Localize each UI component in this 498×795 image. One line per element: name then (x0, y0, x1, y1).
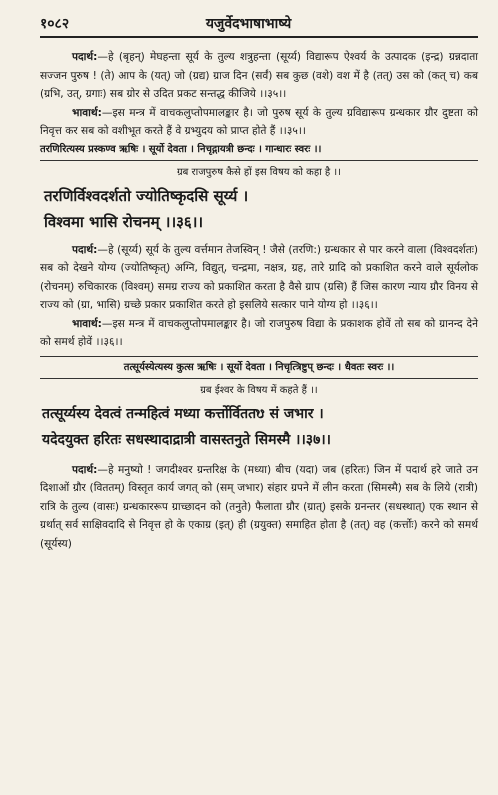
bhavartha-label: भावार्थ: (72, 317, 102, 330)
bhavartha-36 (40, 315, 478, 352)
padartha-text: —हे मनुष्यो ! जगदीश्वर ग्रन्तरिक्ष के (मध्या) बीच (यदा) जब (हरितः) जिन में पदार्थ हरे जाते उन दिशाओं ग्रौर (विततम्) विस्तृत कार्य जगत् को (सम् जभार) संहार ग्रपने में लीन करता (सिमस्मै) सब के लिये (रात्री) रात्रि के तुल्य (वासः) ग्रन्धकाररूप ग्राच्छादन को (तनुते) फैलाता ग्रौर (ग्रात्) इसके ग्रनन्तर (सधस्थात्) एक स्थान से ग्रर्थात् सर्व साक्षिवदादि से निवृत्त हो के एकाग्र (इत्) ही (ग्रयुक्त) समाहित होता है (तत्) वह (कर्त्तोः) करने को समर्थ (सूर्यस्य) (40, 463, 478, 550)
bhavartha-label: भावार्थ: (72, 106, 102, 119)
mantra-36-line-2: विश्वमा भासि रोचनम् ।।३६।। (44, 212, 204, 231)
padartha-35 (40, 48, 478, 104)
topic-caption-36: ग्रब राजपुरुष कैसे हों इस विषय को कहा है ।। (177, 166, 341, 178)
mantra-37-line-2: यदेदयुक्त हरितः सधस्थादाद्रात्री वासस्तनुते सिमस्मै ।।३७।। (42, 431, 331, 448)
mantra-37-line-1: तत्सूर्य्यस्य देवत्वं तन्महित्वं मध्या कर्त्तोर्विततᳪ सं जभार । (42, 405, 324, 422)
rishi-line-37: तत्सूर्यस्येत्यस्य कुत्स ऋषिः । सूर्यो देवता । निचृत्त्रिष्टुप् छन्दः । धैवतः स्वरः ।। (123, 361, 395, 373)
padartha-37 (40, 461, 478, 554)
bhavartha-text: —इस मन्त्र में वाचकलुप्तोपमालङ्कार है। जो पुरुष सूर्य के तुल्य ग्रविद्यारूप ग्रन्धकार ग्रौर दुष्टता को निवृत्त कर सब को वशीभूत करते हैं वे ग्रभ्युदय को प्राप्त होते हैं ।।३५।। (40, 106, 478, 137)
mantra-36-line-1: तरणिर्विश्वदर्शतो ज्योतिष्कृदसि सूर्य्य । (44, 186, 249, 205)
rishi-line-36: तरणिरित्यस्य प्रस्कण्व ऋषिः । सूर्यो देवता । निचृद्गायत्री छन्दः । गान्धारः स्वरः ।। (40, 143, 322, 155)
page-number: १०८२ (40, 16, 70, 32)
padartha-text: —हे (बृहन्) मेघहन्ता सूर्य के तुल्य शत्रुहन्ता (सूर्य्य) विद्यारूप ऐश्वर्य के उत्पादक (इन्द्र) ग्रन्नदाता सज्जन पुरुष ! (ते) आप के (यत्) जो (ग्रद्य) ग्राज दिन (सर्वं) सब कुछ (वशे) वश में है (तत्) उस को (कत् च) कब (ग्रभि, उत्, ग्रगाः) सब ग्रोर से उदित प्रकट सन्तद्ध कीजिये ।।३५।। (40, 51, 478, 100)
bhavartha-35 (40, 104, 478, 141)
divider (40, 378, 478, 379)
padartha-label: पदार्थ: (72, 51, 98, 63)
divider (40, 356, 478, 357)
page-header (40, 14, 478, 38)
padartha-label: पदार्थ: (72, 463, 98, 476)
divider (40, 160, 478, 161)
bhavartha-text: —इस मन्त्र में वाचकलुप्तोपमालङ्कार है। जो राजपुरुष विद्या के प्रकाशक होवें तो सब को ग्रानन्द देने को समर्थ होवें ।।३६।। (40, 317, 478, 348)
padartha-36 (40, 241, 478, 315)
topic-caption-37: ग्रब ईश्वर के विषय में कहते हैं ।। (200, 384, 318, 396)
padartha-label: पदार्थ: (72, 243, 98, 256)
padartha-text: —हे (सूर्य्य) सूर्य के तुल्य वर्त्तमान तेजस्विन् ! जैसे (तरणि:) ग्रन्धकार से पार करने वाला (विश्वदर्शतः) सब को देखने योग्य (ज्योतिष्कृत्) अग्नि, विद्युत्, चन्द्रमा, नक्षत्र, ग्रह, तारे ग्रादि को प्रकाशित करने वाले सूर्यलोक (रोचनम्) रुचिकारक (विश्वम्) समग्र राज्य को प्रकाशित करता है वैसे ग्राप (ग्रसि) हैं जिस कारण न्याय ग्रौर विनय से राज्य को (ग्रा, भासि) ग्रच्छे प्रकार प्रकाशित करते हो इसलिये सत्कार पाने योग्य हो ।।३६।। (40, 243, 478, 311)
running-title: यजुर्वेदभाषाभाष्ये (205, 16, 292, 32)
